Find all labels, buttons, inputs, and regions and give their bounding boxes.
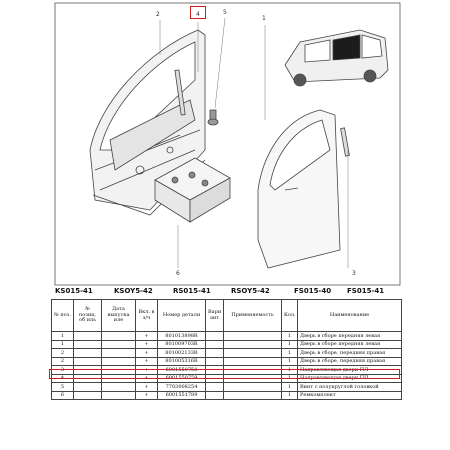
callout-1: 1 — [262, 15, 266, 22]
callout-5: 5 — [223, 9, 227, 16]
cell-part-number: 7703008254 — [158, 383, 206, 392]
cell-part-number: 6001551789 — [158, 391, 206, 400]
table-row[interactable] — [52, 357, 402, 366]
screw-drawing — [208, 110, 218, 125]
callout-4: 4 — [196, 11, 200, 18]
cell-part-number: 801013898R — [158, 332, 206, 341]
cell-pos: 5 — [52, 383, 74, 392]
cell-qty: 1 — [282, 383, 298, 392]
cell-name: Дверь в сборе передняя левая — [298, 332, 402, 341]
selected-row-highlight — [49, 369, 400, 379]
cell-part-number: 6001550758 — [158, 366, 206, 375]
model-code: RSOY5-42 — [231, 287, 270, 295]
cell-included: + — [136, 349, 158, 358]
cell-qty: 1 — [282, 391, 298, 400]
cell-pos: 1 — [52, 340, 74, 349]
callout-highlight-box — [190, 6, 206, 19]
cell-name: Направляющая двери ПЛ — [298, 366, 402, 375]
cell-included: + — [136, 383, 158, 392]
col-header: № позиц. об иль — [74, 300, 102, 332]
cell-name: Винт с полукруглой головкой — [298, 383, 402, 392]
cell-pos: 2 — [52, 357, 74, 366]
col-header: Вкл. в з/ч — [136, 300, 158, 332]
cell-pos: 1 — [52, 332, 74, 341]
col-header: Номер детали — [158, 300, 206, 332]
model-code: FS015-40 — [294, 287, 332, 295]
callout-2: 2 — [156, 11, 160, 18]
cell-part-number: 801009703R — [158, 340, 206, 349]
cell-included: + — [136, 374, 158, 383]
vehicle-drawing — [285, 30, 388, 86]
cell-included: + — [136, 391, 158, 400]
col-header: Дата выпуска иле — [102, 300, 136, 332]
cell-part-number: 801002133R — [158, 349, 206, 358]
model-codes-row — [51, 287, 401, 299]
cell-pos: 4 — [52, 374, 74, 383]
col-header: № поз. — [52, 300, 74, 332]
model-code: KSOY5-42 — [114, 287, 153, 295]
cell-pos: 2 — [52, 349, 74, 358]
col-header: Наименование — [298, 300, 402, 332]
model-code: KS015-41 — [55, 287, 93, 295]
model-code: RS015-41 — [173, 287, 211, 295]
col-header: Кол. — [282, 300, 298, 332]
callout-6: 6 — [176, 270, 180, 277]
cell-qty: 1 — [282, 374, 298, 383]
callout-3: 3 — [352, 270, 356, 277]
right-door-drawing — [258, 110, 340, 268]
cell-included: + — [136, 332, 158, 341]
cell-included: + — [136, 357, 158, 366]
cell-name: Ремкомплект — [298, 391, 402, 400]
cell-qty: 1 — [282, 340, 298, 349]
col-header: Вари ант — [206, 300, 224, 332]
cell-name: Дверь в сборе, передняя правая — [298, 349, 402, 358]
table-row[interactable] — [52, 340, 402, 349]
table-row[interactable] — [52, 349, 402, 358]
table-row[interactable] — [52, 383, 402, 392]
table-header-row — [52, 300, 402, 332]
table-row[interactable] — [52, 391, 402, 400]
cell-pos: 3 — [52, 366, 74, 375]
cell-included: + — [136, 366, 158, 375]
cell-qty: 1 — [282, 366, 298, 375]
cell-qty: 1 — [282, 332, 298, 341]
cell-part-number: 801005316R — [158, 357, 206, 366]
cell-part-number: 6001550759 — [158, 374, 206, 383]
cell-name: Дверь в сборе передняя левая — [298, 340, 402, 349]
cell-included: + — [136, 340, 158, 349]
cell-qty: 1 — [282, 357, 298, 366]
cell-pos: 6 — [52, 391, 74, 400]
model-code: FS015-41 — [347, 287, 385, 295]
cell-name: Дверь в сборе, передняя правая — [298, 357, 402, 366]
parts-table-container — [51, 299, 401, 400]
table-row[interactable] — [52, 332, 402, 341]
cell-name: Направляющая двери ПП — [298, 374, 402, 383]
col-header: Применяемость — [224, 300, 282, 332]
parts-table — [51, 299, 402, 400]
cell-qty: 1 — [282, 349, 298, 358]
